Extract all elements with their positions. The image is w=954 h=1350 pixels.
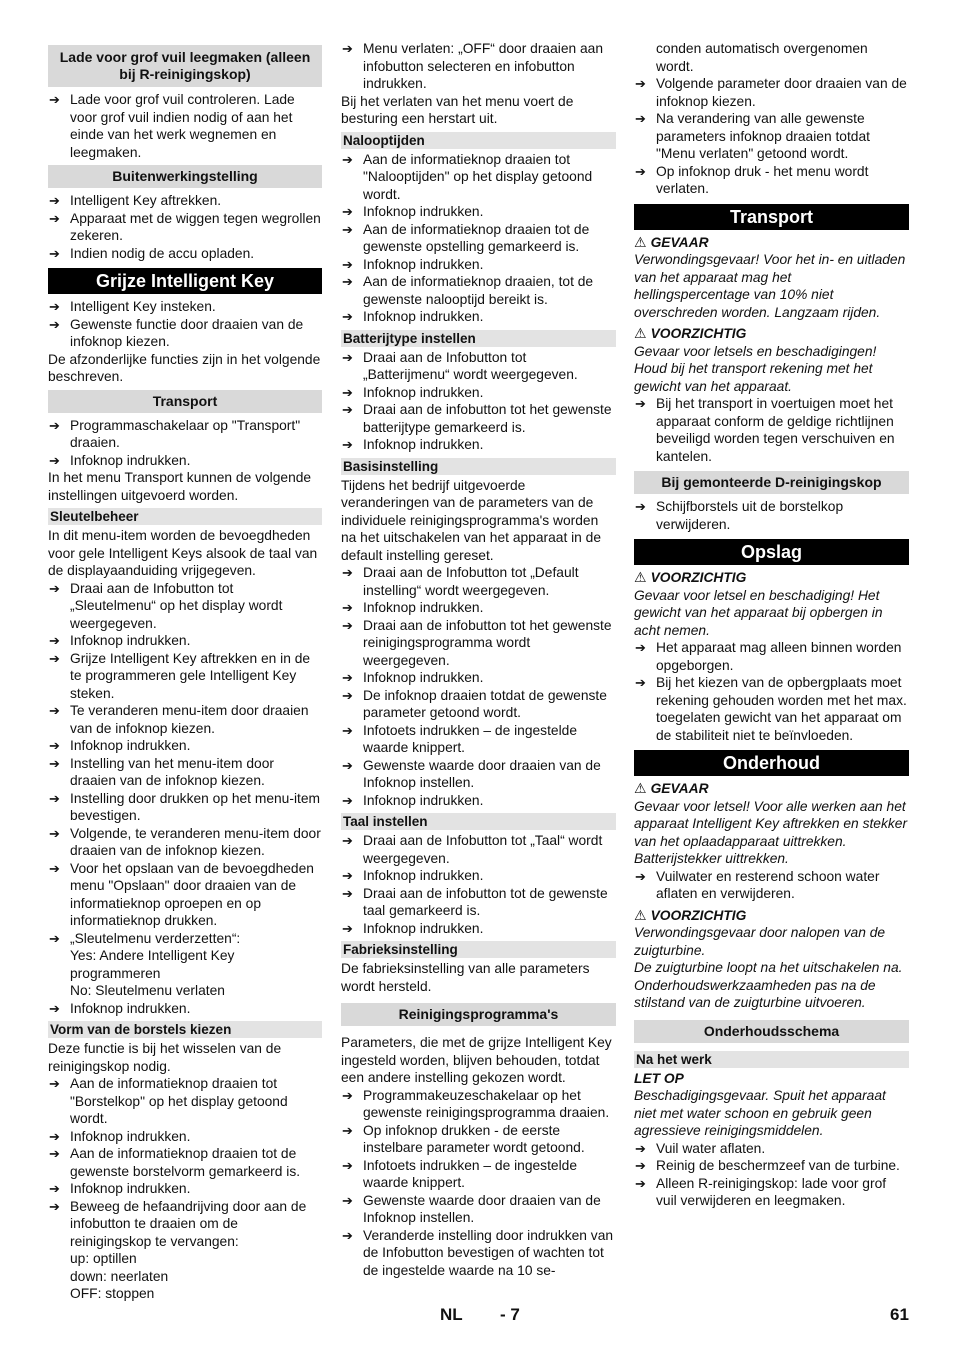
list-item bbox=[634, 395, 909, 465]
bullet-list bbox=[634, 868, 909, 903]
arrow-right-icon: ➔ bbox=[342, 1192, 353, 1208]
list-item-text: Draai aan de Infobutton tot „Taal“ wordt weergegeven. bbox=[363, 833, 603, 866]
subsection-header: Nalooptijden bbox=[341, 132, 616, 149]
arrow-right-icon: ➔ bbox=[49, 1181, 60, 1196]
arrow-right-icon: ➔ bbox=[49, 245, 60, 261]
arrow-right-icon: ➔ bbox=[342, 617, 353, 633]
section-header: Reinigingsprogramma's bbox=[341, 1003, 616, 1026]
bullet-list bbox=[634, 395, 909, 465]
list-item bbox=[341, 687, 616, 722]
arrow-right-icon: ➔ bbox=[342, 670, 353, 685]
arrow-right-icon: ➔ bbox=[49, 92, 60, 107]
list-item-text: Infoknop indrukken. bbox=[363, 920, 484, 936]
list-item-text: Programmaschakelaar op "Transport" draaien. bbox=[70, 417, 301, 450]
subsection-header: Batterijtype instellen bbox=[341, 330, 616, 347]
subsection-header: Fabrieksinstelling bbox=[341, 941, 616, 958]
warning-text: Gevaar voor letsel! Voor alle werken aan het apparaat Intelligent Key aftrekken en stekker van het oplaadapparaat uittrekken. Batterijstekker uittrekken. bbox=[634, 798, 908, 866]
list-item bbox=[341, 40, 616, 93]
arrow-right-icon: ➔ bbox=[635, 1140, 646, 1156]
list-item bbox=[341, 885, 616, 920]
arrow-right-icon: ➔ bbox=[342, 1157, 353, 1173]
list-item bbox=[341, 867, 616, 885]
arrow-right-icon: ➔ bbox=[342, 833, 353, 848]
bullet-list bbox=[341, 40, 616, 93]
list-item-text: Infotoets indrukken – de ingestelde waarde knippert. bbox=[363, 722, 577, 755]
arrow-right-icon: ➔ bbox=[342, 384, 353, 400]
list-item bbox=[341, 1227, 616, 1280]
list-item-text: Infoknop indrukken. bbox=[363, 204, 484, 219]
subsection-header: Vorm van de borstels kiezen bbox=[48, 1021, 322, 1038]
list-item bbox=[341, 617, 616, 670]
list-item bbox=[341, 1192, 616, 1227]
list-item-text: Intelligent Key aftrekken. bbox=[70, 193, 222, 208]
list-item bbox=[341, 1122, 616, 1157]
list-item bbox=[48, 702, 322, 737]
list-item bbox=[48, 860, 322, 930]
list-item-text: Draai aan de infobutton tot de gewenste taal gemarkeerd is. bbox=[363, 885, 608, 918]
paragraph: Parameters, die met de grijze Intelligent Key ingesteld worden, blijven behouden, totdat een andere instelling gekozen wordt. bbox=[341, 1035, 612, 1085]
arrow-right-icon: ➔ bbox=[342, 792, 353, 808]
list-item bbox=[341, 599, 616, 617]
warning-heading bbox=[634, 907, 909, 925]
bullet-list bbox=[341, 349, 616, 454]
chapter-header: Onderhoud bbox=[634, 750, 909, 776]
arrow-right-icon: ➔ bbox=[635, 1158, 646, 1173]
paragraph: In dit menu-item worden de bevoegdheden voor gele Intelligent Keys alsook de taal van de displayaanduiding vrijgegeven. bbox=[48, 528, 318, 578]
arrow-right-icon: ➔ bbox=[342, 41, 353, 56]
list-item-text: Alleen R-reinigingskop: lade voor grof vuil verwijderen en leegmaken. bbox=[656, 1175, 887, 1208]
list-item bbox=[634, 1140, 909, 1158]
arrow-right-icon: ➔ bbox=[342, 256, 353, 272]
list-item bbox=[48, 825, 322, 860]
arrow-right-icon: ➔ bbox=[342, 221, 353, 237]
warning-heading bbox=[634, 780, 909, 798]
warning-icon: ⚠ bbox=[634, 780, 647, 796]
list-item-text: Volgende, te veranderen menu-item door draaien van de infoknop kiezen. bbox=[70, 825, 321, 858]
list-item bbox=[341, 920, 616, 938]
footer-page-number: 61 bbox=[890, 1305, 909, 1324]
arrow-right-icon: ➔ bbox=[49, 633, 60, 648]
arrow-right-icon: ➔ bbox=[49, 790, 60, 806]
section-header: Lade voor grof vuil leegmaken (alleen bij R-reinigingskop) bbox=[48, 45, 322, 87]
section-header: Bij gemonteerde D-reinigingskop bbox=[634, 471, 909, 494]
bullet-list bbox=[341, 151, 616, 326]
arrow-right-icon: ➔ bbox=[342, 920, 353, 936]
arrow-right-icon: ➔ bbox=[635, 499, 646, 514]
arrow-right-icon: ➔ bbox=[342, 565, 353, 580]
arrow-right-icon: ➔ bbox=[342, 437, 353, 452]
warning-icon: ⚠ bbox=[634, 325, 647, 341]
bullet-list bbox=[48, 1075, 322, 1303]
bullet-list bbox=[48, 417, 322, 470]
subsection-header: Basisinstelling bbox=[341, 458, 616, 475]
chapter-header: Transport bbox=[634, 204, 909, 230]
arrow-right-icon: ➔ bbox=[49, 580, 60, 596]
bullet-list bbox=[341, 832, 616, 937]
arrow-right-icon: ➔ bbox=[49, 860, 60, 876]
warning-label: VOORZICHTIG bbox=[650, 326, 747, 341]
list-item bbox=[48, 737, 322, 755]
arrow-right-icon: ➔ bbox=[49, 1128, 60, 1144]
bullet-list bbox=[48, 298, 322, 351]
list-item bbox=[48, 1198, 322, 1303]
list-item bbox=[48, 650, 322, 703]
bullet-list bbox=[634, 75, 909, 198]
section-header: Onderhoudsschema bbox=[634, 1020, 909, 1043]
list-item-text: Gewenste waarde door draaien van de Infoknop instellen. bbox=[363, 1192, 601, 1225]
arrow-right-icon: ➔ bbox=[342, 204, 353, 219]
list-item-text: Infoknop indrukken. bbox=[70, 1181, 191, 1196]
section-header: Transport bbox=[48, 390, 322, 413]
arrow-right-icon: ➔ bbox=[49, 1076, 60, 1091]
list-item bbox=[634, 1175, 909, 1210]
column-2 bbox=[341, 40, 616, 1279]
list-item-text: Beweeg de hefaandrijving door aan de infobutton te draaien om de reinigingskop te vervangen: up: optillen down: neerlaten OFF: stoppen bbox=[70, 1198, 307, 1301]
list-item bbox=[341, 273, 616, 308]
paragraph: De afzonderlijke functies zijn in het volgende beschreven. bbox=[48, 351, 321, 384]
warning-icon: ⚠ bbox=[634, 906, 647, 923]
list-item-text: Infoknop indrukken. bbox=[363, 384, 484, 400]
arrow-right-icon: ➔ bbox=[49, 316, 60, 332]
list-item bbox=[341, 349, 616, 384]
list-item bbox=[341, 669, 616, 687]
list-item bbox=[48, 210, 322, 245]
arrow-right-icon: ➔ bbox=[342, 1227, 353, 1243]
list-item-text: Draai aan de Infobutton tot „Batterijmenu“ wordt weergegeven. bbox=[363, 349, 578, 382]
list-item-text: Draai aan de infobutton tot het gewenste reinigingsprogramma wordt weergegeven. bbox=[363, 617, 612, 668]
bullet-list bbox=[48, 91, 322, 161]
list-item bbox=[48, 930, 322, 1000]
bullet-list bbox=[341, 1087, 616, 1280]
list-item-text: Draai aan de Infobutton tot „Default instelling“ wordt weergegeven. bbox=[363, 565, 579, 598]
paragraph: Tijdens het bedrijf uitgevoerde veranderingen van de parameters van de individuele reinigingsprogramma's worden na het uitschakelen van het apparaat in de default instelling gereset. bbox=[341, 477, 602, 563]
arrow-right-icon: ➔ bbox=[635, 1175, 646, 1191]
arrow-right-icon: ➔ bbox=[342, 1122, 353, 1138]
list-item-text: Draai aan de Infobutton tot „Sleutelmenu“ op het display wordt weergegeven. bbox=[70, 580, 283, 631]
list-item bbox=[341, 832, 616, 867]
arrow-right-icon: ➔ bbox=[49, 193, 60, 208]
list-item bbox=[341, 564, 616, 599]
list-item bbox=[341, 221, 616, 256]
list-item bbox=[341, 151, 616, 204]
warning-text: Gevaar voor letsel en beschadiging! Het gewicht van het apparaat bij opbergen in acht nemen. bbox=[634, 587, 883, 638]
warning-icon: ⚠ bbox=[634, 569, 647, 585]
list-item-text: Infoknop indrukken. bbox=[363, 792, 484, 808]
paragraph: Bij het verlaten van het menu voert de besturing een herstart uit. bbox=[341, 93, 574, 126]
list-item-text: Menu verlaten: „OFF“ door draaien aan infobutton selecteren en infobutton indrukken. bbox=[363, 41, 604, 91]
arrow-right-icon: ➔ bbox=[49, 1000, 60, 1016]
arrow-right-icon: ➔ bbox=[635, 640, 646, 655]
bullet-list bbox=[634, 498, 909, 533]
list-item-text: Vuil water aflaten. bbox=[656, 1140, 766, 1156]
arrow-right-icon: ➔ bbox=[49, 1198, 60, 1214]
list-item-text: Te veranderen menu-item door draaien van de infoknop kiezen. bbox=[70, 703, 309, 736]
list-item bbox=[634, 1157, 909, 1175]
arrow-right-icon: ➔ bbox=[342, 402, 353, 417]
note-heading bbox=[634, 1070, 909, 1088]
arrow-right-icon: ➔ bbox=[49, 738, 60, 753]
bullet-list bbox=[48, 580, 322, 1018]
list-item bbox=[341, 401, 616, 436]
note-text: Beschadigingsgevaar. Spuit het apparaat niet met water schoon en gebruik geen agressieve reinigingsmiddelen. bbox=[634, 1088, 886, 1138]
list-item bbox=[341, 256, 616, 274]
list-item bbox=[341, 1157, 616, 1192]
arrow-right-icon: ➔ bbox=[342, 1087, 353, 1103]
list-item-text: Infoknop indrukken. bbox=[363, 437, 484, 452]
list-item bbox=[634, 639, 909, 674]
paragraph: conden automatisch overgenomen wordt. bbox=[656, 41, 868, 74]
warning-heading bbox=[634, 325, 909, 343]
list-item bbox=[341, 384, 616, 402]
arrow-right-icon: ➔ bbox=[49, 703, 60, 718]
list-item bbox=[48, 755, 322, 790]
list-item-text: Infoknop indrukken. bbox=[70, 452, 191, 468]
arrow-right-icon: ➔ bbox=[635, 163, 646, 179]
list-item bbox=[48, 452, 322, 470]
chapter-header: Opslag bbox=[634, 539, 909, 565]
arrow-right-icon: ➔ bbox=[49, 825, 60, 841]
list-item-text: Aan de informatieknop draaien tot de gewenste borstelvorm gemarkeerd is. bbox=[70, 1146, 301, 1179]
list-item-text: Infoknop indrukken. bbox=[70, 633, 191, 648]
bullet-list bbox=[341, 564, 616, 809]
arrow-right-icon: ➔ bbox=[342, 722, 353, 738]
list-item-text: Schijfborstels uit de borstelkop verwijderen. bbox=[656, 499, 844, 532]
warning-text: Gevaar voor letsels en beschadigingen! Houd bij het transport rekening met het gewicht van het apparaat. bbox=[634, 343, 877, 394]
arrow-right-icon: ➔ bbox=[635, 675, 646, 690]
section-header: Buitenwerkingstelling bbox=[48, 165, 322, 188]
list-item bbox=[48, 192, 322, 210]
list-item bbox=[341, 308, 616, 326]
footer-local-page: - 7 bbox=[500, 1305, 520, 1324]
list-item-text: Gewenste waarde door draaien van de Infoknop instellen. bbox=[363, 757, 601, 790]
list-item bbox=[48, 417, 322, 452]
list-item-text: Intelligent Key insteken. bbox=[70, 299, 216, 314]
column-3 bbox=[634, 40, 909, 1210]
arrow-right-icon: ➔ bbox=[49, 452, 60, 468]
list-item-text: Instelling van het menu-item door draaien van de infoknop kiezen. bbox=[70, 755, 274, 788]
list-item-text: Na verandering van alle gewenste parameters infoknop draaien totdat "Menu verlaten" getoond wordt. bbox=[656, 111, 870, 161]
list-item-text: Infoknop indrukken. bbox=[70, 738, 191, 753]
paragraph: In het menu Transport kunnen de volgende instellingen uitgevoerd worden. bbox=[48, 470, 312, 503]
arrow-right-icon: ➔ bbox=[342, 274, 353, 289]
list-item-text: Infoknop indrukken. bbox=[363, 309, 484, 324]
list-item-text: Op infoknop druk - het menu wordt verlaten. bbox=[656, 163, 869, 196]
list-item-text: Aan de informatieknop draaien, tot de gewenste nalooptijd bereikt is. bbox=[363, 274, 594, 307]
arrow-right-icon: ➔ bbox=[635, 76, 646, 91]
list-item-text: Infotoets indrukken – de ingestelde waarde knippert. bbox=[363, 1157, 577, 1190]
list-item bbox=[634, 498, 909, 533]
arrow-right-icon: ➔ bbox=[342, 885, 353, 901]
arrow-right-icon: ➔ bbox=[49, 210, 60, 226]
list-item-text: Op infoknop drukken - de eerste instelbare parameter wordt getoond. bbox=[363, 1122, 585, 1155]
list-item-text: Aan de informatieknop draaien tot de gewenste opstelling gemarkeerd is. bbox=[363, 221, 590, 254]
list-item bbox=[48, 316, 322, 351]
list-item-text: Infoknop indrukken. bbox=[363, 670, 484, 685]
list-item bbox=[341, 203, 616, 221]
list-item-text: Gewenste functie door draaien van de infoknop kiezen. bbox=[70, 316, 304, 349]
warning-label: GEVAAR bbox=[650, 781, 709, 796]
chapter-header: Grijze Intelligent Key bbox=[48, 268, 322, 294]
arrow-right-icon: ➔ bbox=[49, 930, 60, 946]
arrow-right-icon: ➔ bbox=[49, 1146, 60, 1161]
list-item bbox=[48, 1075, 322, 1128]
list-item bbox=[341, 757, 616, 792]
list-item-text: Draai aan de infobutton tot het gewenste batterijtype gemarkeerd is. bbox=[363, 402, 612, 435]
warning-text: Verwondingsgevaar door nalopen van de zuigturbine. De zuigturbine loopt na het uitschakelen na. Onderhoudswerkzaamheden pas na de stilstand van de zuigturbine uitvoeren. bbox=[634, 925, 903, 1010]
list-item bbox=[48, 298, 322, 316]
list-item-text: Volgende parameter door draaien van de infoknop kiezen. bbox=[656, 76, 907, 109]
list-item bbox=[634, 163, 909, 198]
list-item bbox=[634, 868, 909, 903]
list-item-text: Infoknop indrukken. bbox=[363, 868, 484, 883]
bullet-list bbox=[634, 1140, 909, 1210]
subsection-header: Taal instellen bbox=[341, 813, 616, 830]
list-item bbox=[48, 580, 322, 633]
list-item bbox=[341, 792, 616, 810]
bullet-list bbox=[48, 192, 322, 262]
list-item-text: De infoknop draaien totdat de gewenste parameter getoond wordt. bbox=[363, 687, 607, 720]
list-item-text: Infoknop indrukken. bbox=[70, 1000, 191, 1016]
subsection-header: Sleutelbeheer bbox=[48, 508, 322, 525]
arrow-right-icon: ➔ bbox=[342, 309, 353, 324]
list-item bbox=[341, 436, 616, 454]
list-item-text: Indien nodig de accu opladen. bbox=[70, 245, 255, 261]
arrow-right-icon: ➔ bbox=[49, 650, 60, 666]
arrow-right-icon: ➔ bbox=[635, 111, 646, 126]
list-item-text: Grijze Intelligent Key aftrekken en in de te programmeren gele Intelligent Key steken. bbox=[70, 650, 311, 701]
arrow-right-icon: ➔ bbox=[342, 757, 353, 773]
list-item-text: Vuilwater en resterend schoon water aflaten en verwijderen. bbox=[656, 868, 880, 901]
note-label: LET OP bbox=[634, 1070, 684, 1086]
list-item bbox=[634, 110, 909, 163]
warning-label: VOORZICHTIG bbox=[650, 907, 747, 923]
list-item-text: Programmakeuzeschakelaar op het gewenste reinigingsprogramma draaien. bbox=[363, 1087, 610, 1120]
arrow-right-icon: ➔ bbox=[342, 687, 353, 703]
list-item bbox=[48, 790, 322, 825]
list-item-text: Aan de informatieknop draaien tot "Nalooptijden" op het display getoond wordt. bbox=[363, 151, 593, 202]
arrow-right-icon: ➔ bbox=[49, 755, 60, 771]
list-item-text: Het apparaat mag alleen binnen worden opgeborgen. bbox=[656, 640, 902, 673]
arrow-right-icon: ➔ bbox=[342, 868, 353, 883]
list-item bbox=[634, 674, 909, 744]
arrow-right-icon: ➔ bbox=[342, 349, 353, 365]
list-item-text: Apparaat met de wiggen tegen wegrollen zekeren. bbox=[70, 210, 321, 243]
arrow-right-icon: ➔ bbox=[635, 396, 646, 411]
list-item-text: Bij het transport in voertuigen moet het apparaat conform de geldige richtlijnen beveiligd worden tegen verschuiven en kantelen. bbox=[656, 396, 895, 464]
warning-label: GEVAAR bbox=[650, 234, 709, 250]
warning-label: VOORZICHTIG bbox=[650, 570, 747, 585]
warning-text: Verwondingsgevaar! Voor het in- en uitladen van het apparaat mag het hellingspercentage van 10% niet overschreden worden. Langzaam rijden. bbox=[634, 252, 906, 320]
paragraph: Deze functie is bij het wisselen van de reinigingskop nodig. bbox=[48, 1041, 282, 1074]
warning-icon: ⚠ bbox=[634, 233, 647, 250]
footer-lang: NL bbox=[440, 1305, 463, 1324]
list-item bbox=[48, 91, 322, 161]
arrow-right-icon: ➔ bbox=[342, 600, 353, 615]
arrow-right-icon: ➔ bbox=[49, 299, 60, 314]
list-item bbox=[48, 245, 322, 263]
arrow-right-icon: ➔ bbox=[635, 868, 646, 884]
list-item-text: Instelling door drukken op het menu-item bevestigen. bbox=[70, 790, 321, 823]
list-item bbox=[634, 75, 909, 110]
list-item bbox=[48, 1000, 322, 1018]
arrow-right-icon: ➔ bbox=[49, 417, 60, 433]
list-item-text: Lade voor grof vuil controleren. Lade voor grof vuil indien nodig of aan het einde van het werk wegnemen en leegmaken. bbox=[70, 92, 295, 160]
list-item-text: Infoknop indrukken. bbox=[70, 1128, 191, 1144]
warning-heading bbox=[634, 569, 909, 587]
warning-heading bbox=[634, 234, 909, 252]
list-item-text: Voor het opslaan van de bevoegdheden menu "Opslaan" door draaien van de informatieknop oproepen en op informatieknop drukken. bbox=[70, 860, 314, 928]
bullet-list bbox=[634, 639, 909, 744]
list-item-text: „Sleutelmenu verderzetten“: Yes: Andere Intelligent Key programmeren No: Sleutelmenu verlaten bbox=[70, 930, 241, 998]
column-1 bbox=[48, 40, 322, 1303]
arrow-right-icon: ➔ bbox=[342, 151, 353, 167]
list-item-text: Veranderde instelling door indrukken van de Infobutton bevestigen of wachten tot de ingestelde waarde na 10 se- bbox=[363, 1227, 614, 1278]
list-item-text: Reinig de beschermzeef van de turbine. bbox=[656, 1158, 900, 1173]
list-item bbox=[48, 632, 322, 650]
list-item bbox=[48, 1145, 322, 1180]
list-item bbox=[341, 722, 616, 757]
subsection-header: Na het werk bbox=[634, 1051, 909, 1068]
list-item-text: Bij het kiezen van de opbergplaats moet rekening gehouden worden met het max. toegelaten gewicht van het apparaat om de stabiliteit niet te beïnvloeden. bbox=[656, 675, 907, 743]
list-item bbox=[48, 1128, 322, 1146]
paragraph: De fabrieksinstelling van alle parameters wordt hersteld. bbox=[341, 961, 590, 994]
list-item-text: Aan de informatieknop draaien tot "Borstelkop" op het display getoond wordt. bbox=[70, 1076, 288, 1126]
list-item-text: Infoknop indrukken. bbox=[363, 600, 484, 615]
list-item bbox=[341, 1087, 616, 1122]
list-item bbox=[48, 1180, 322, 1198]
list-item-text: Infoknop indrukken. bbox=[363, 256, 484, 272]
